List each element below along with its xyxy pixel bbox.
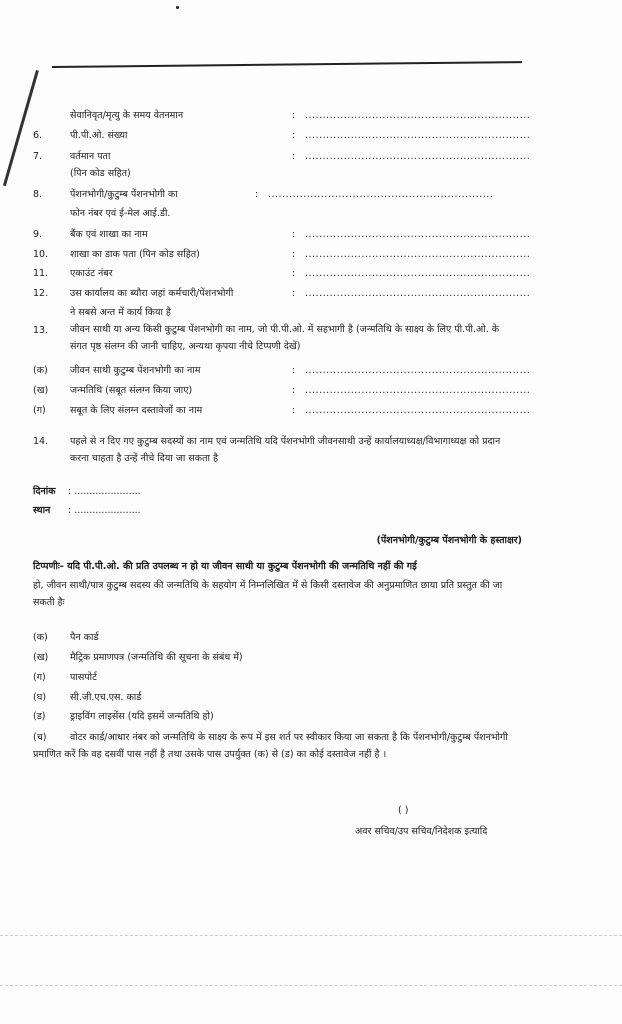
- note-item-text: पासपोर्ट: [70, 672, 97, 683]
- note-item-text: ड्राइविंग लाइसेंस (यदि इसमें जन्मतिथि हो): [70, 711, 214, 722]
- fill-blank[interactable]: ................................................................: [305, 288, 531, 299]
- note-item-text: मैट्रिक प्रमाणपत्र (जन्मतिथि की सूचना के संबंध में): [70, 652, 243, 663]
- scan-divider: [0, 985, 622, 987]
- row-label: सेवानिवृत/मृत्यु के समय वेतनमान: [70, 110, 184, 121]
- fill-blank[interactable]: ................................................................: [305, 405, 531, 416]
- row-colon: :: [292, 365, 296, 376]
- row-number: 11.: [33, 268, 49, 279]
- scan-margin-line: [3, 70, 39, 186]
- place-field[interactable]: : ......................: [68, 505, 141, 516]
- signature-brackets: ( ): [398, 805, 409, 816]
- row-label: वर्तमान पता: [70, 151, 111, 162]
- fill-blank[interactable]: ................................................................: [268, 189, 494, 200]
- row-number: 7.: [33, 151, 43, 162]
- scan-speck: [176, 6, 179, 9]
- date-field[interactable]: : ......................: [68, 486, 141, 497]
- row-label: (पिन कोड सहित): [70, 168, 131, 179]
- pensioner-signature: (पेंशनभोगी/कुटुम्ब पेंशनभोगी के हस्ताक्षर): [376, 535, 522, 546]
- officer-designation: अवर सचिव/उप सचिव/निदेशक इत्यादि: [355, 826, 488, 837]
- row-label: जन्मतिथि (सबूत संलग्न किया जाए): [70, 385, 193, 396]
- row-colon: :: [292, 151, 296, 162]
- row-number: 12.: [33, 288, 49, 299]
- note-item-number: (घ): [33, 692, 47, 703]
- row-label: एकाउंट नंबर: [70, 268, 113, 279]
- row-number: (ग): [33, 405, 46, 416]
- note-item-number: (क): [33, 632, 48, 643]
- row-label: जीवन साथी कुटुम्ब पेंशनभोगी का नाम: [70, 365, 201, 376]
- row-label: ने सबसे अन्त में कार्य किया है: [70, 307, 171, 318]
- row-number: 9.: [33, 229, 43, 240]
- fill-blank[interactable]: ................................................................: [305, 365, 531, 376]
- row-colon: :: [292, 385, 296, 396]
- row-colon: :: [292, 268, 296, 279]
- note-item-number: (ड): [33, 711, 46, 722]
- row-colon: :: [255, 189, 259, 200]
- row-label: सबूत के लिए संलग्न दस्तावेजों का नाम: [70, 405, 203, 416]
- place-label: स्थान: [33, 505, 51, 516]
- scan-header-line: [52, 61, 522, 68]
- row-number: (क): [33, 365, 48, 376]
- row-number: (ख): [33, 385, 49, 396]
- note-last-text: वोटर कार्ड/आधार नंबर को जन्मतिथि के साक्ष्य के रूप में इस शर्त पर स्वीकार किया जा सकता है कि पेंशनभोगी/कुटुम्ब पेंशनभोगी प्रमाणित करें कि वह दसवीं पास नहीं है तथा उसके पास उपर्युक्त (क) से (ड) का कोई दस्तावेज नहीं है ।: [33, 732, 508, 760]
- row-number: 13.: [33, 325, 49, 336]
- fill-blank[interactable]: ................................................................: [305, 110, 531, 121]
- row-label: बैंक एवं शाखा का नाम: [70, 229, 148, 240]
- row-colon: :: [292, 249, 296, 260]
- note-item-text: सी.जी.एच.एस. कार्ड: [70, 692, 142, 703]
- row-number: 6.: [33, 130, 43, 141]
- row-label: शाखा का डाक पता (पिन कोड सहित): [70, 249, 200, 260]
- scan-divider: [0, 935, 622, 937]
- note-item-number: (च): [33, 732, 47, 743]
- fill-blank[interactable]: ................................................................: [305, 385, 531, 396]
- row-label: फोन नंबर एवं ई-मेल आई.डी.: [70, 208, 171, 219]
- row-label: पी.पी.ओ. संख्या: [70, 130, 128, 141]
- row-label: पेंशनभोगी/कुटुम्ब पेंशनभोगी का: [70, 189, 178, 200]
- fill-blank[interactable]: ................................................................: [305, 268, 531, 279]
- note-item-number: (ख): [33, 652, 49, 663]
- row-number: 10.: [33, 249, 49, 260]
- fill-blank[interactable]: ................................................................: [305, 229, 531, 240]
- item-13-text: जीवन साथी या अन्य किसी कुटुम्ब पेंशनभोगी का नाम, जो पी.पी.ओ. में सहभागी है (जन्मतिथि के साक्ष्य के लिए पी.पी.ओ. के संगत पृष्ठ संलग्न की जानी चाहिए, अन्यथा कृपया नीचे टिप्पणी देखें): [70, 324, 500, 352]
- note-text: हो, जीवन साथी/पात्र कुटुम्ब सदस्य की जन्मतिथि के सहयोग में निम्नलिखित में से किसी दस्तावेज की अनुप्रमाणित छाया प्रति प्रस्तुत की जा सकती हैः: [33, 580, 503, 608]
- row-colon: :: [292, 130, 296, 141]
- row-number: 14.: [33, 436, 49, 447]
- note-heading: टिप्पणीः- यदि पी.पी.ओ. की प्रति उपलब्ध न हो या जीवन साथी या कुटुम्ब पेंशनभोगी की जन्मतिथि नहीं की गई: [33, 561, 417, 572]
- row-colon: :: [292, 405, 296, 416]
- row-colon: :: [292, 110, 296, 121]
- date-label: दिनांक: [33, 486, 56, 497]
- fill-blank[interactable]: ................................................................: [305, 151, 531, 162]
- row-colon: :: [292, 288, 296, 299]
- row-label: उस कार्यालय का ब्यौरा जहां कर्मचारी/पेंशनभोगी: [70, 288, 234, 299]
- note-item-text: पैन कार्ड: [70, 632, 99, 643]
- fill-blank[interactable]: ................................................................: [305, 249, 531, 260]
- note-item-number: (ग): [33, 672, 46, 683]
- fill-blank[interactable]: ................................................................: [305, 130, 531, 141]
- row-colon: :: [292, 229, 296, 240]
- item-14-text: पहले से न दिए गए कुटुम्ब सदस्यों का नाम एवं जन्मतिथि यदि पेंशनभोगी जीवनसाथी उन्हें कार्यालयाध्यक्ष/विभागाध्यक्ष को प्रदान करना चाहता है उन्हें नीचे दिया जा सकता है: [70, 436, 501, 464]
- row-number: 8.: [33, 189, 43, 200]
